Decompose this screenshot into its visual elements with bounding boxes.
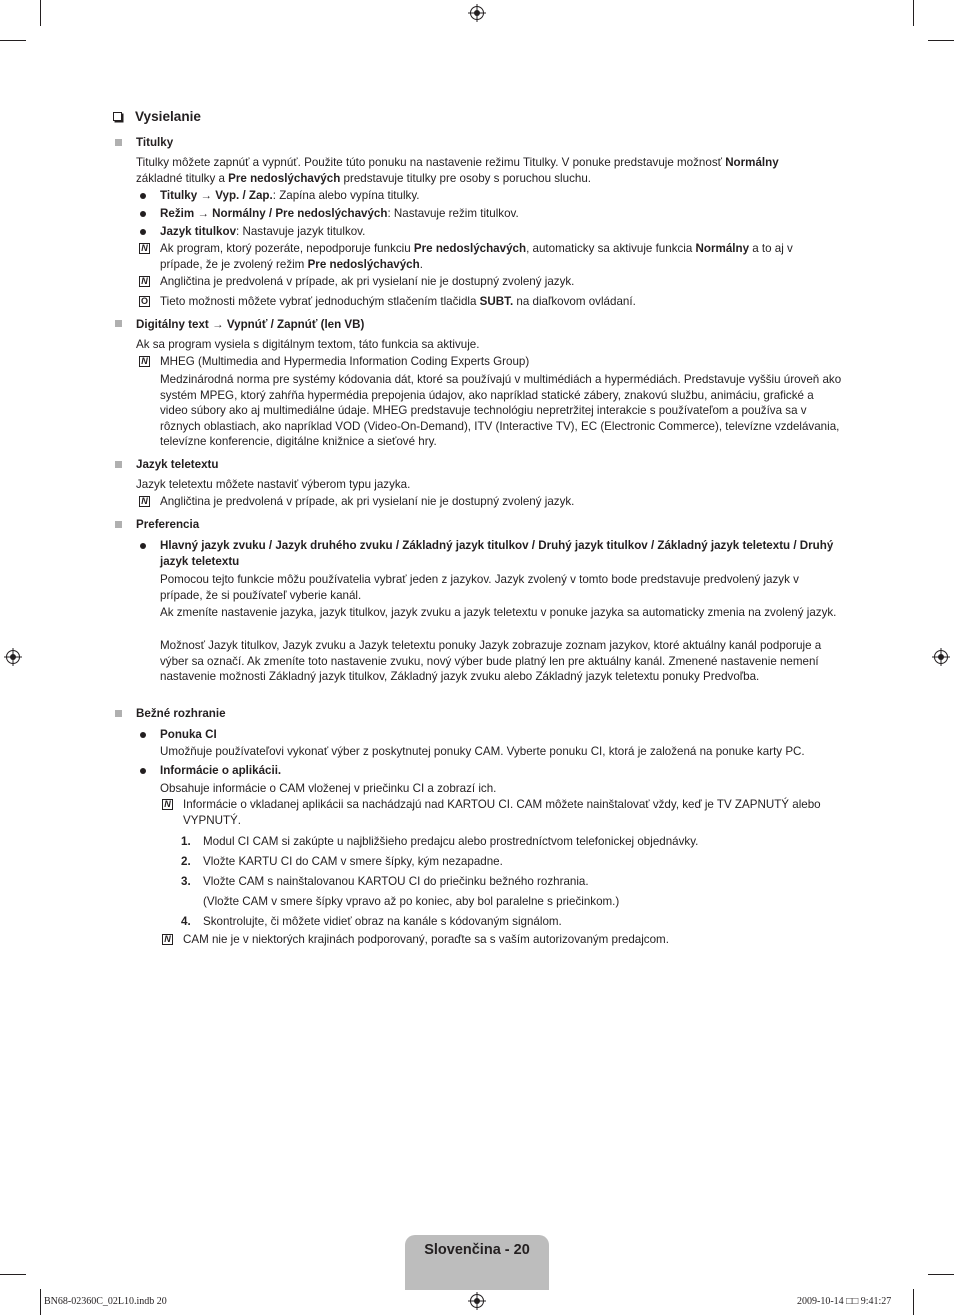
- remote-icon: O: [140, 296, 148, 306]
- crop-mark: [40, 1289, 41, 1315]
- crop-mark: [40, 0, 41, 26]
- teletext-intro: Jazyk teletextu môžete nastaviť výberom typu jazyka.: [136, 478, 411, 491]
- titulky-note-2: Angličtina je predvolená v prípade, ak pri vysielaní nie je dostupný zvolený jazyk.: [160, 275, 575, 288]
- square-bullet-icon: [115, 710, 122, 717]
- bullet-dot: [140, 229, 146, 235]
- crop-mark: [0, 40, 26, 41]
- note-icon: N: [139, 496, 150, 507]
- titulky-heading: Titulky: [136, 136, 174, 149]
- titulky-note-3: Tieto možnosti môžete vybrať jednoduchým stlačením tlačidla SUBT. na diaľkovom ovládaní.: [160, 295, 636, 308]
- registration-mark-icon: [4, 648, 22, 666]
- page-number-label: Slovenčina - 20: [424, 1242, 530, 1258]
- preferencia-para-2: Ak zmeníte nastavenie jazyka, jazyk titulkov, jazyk zvuku a jazyk teletextu v ponuke jazyka sa automaticky zmenia na zvolený jazyk.: [160, 606, 837, 619]
- digital-text-heading: Digitálny text → Vypnúť / Zapnúť (len VB): [136, 318, 365, 331]
- bullet-dot: [140, 768, 146, 774]
- preferencia-para-1: Pomocou tejto funkcie môžu používatelia vybrať jeden z jazykov. Jazyk zvolený v tomto bode predstavuje predvolený jazyk v prípade, že si používateľ vyberie kanál.: [160, 573, 799, 602]
- slug-right: 2009-10-14 □□ 9:41:27: [797, 1296, 892, 1307]
- crop-mark: [0, 1274, 26, 1275]
- bezne-bullet-2: Informácie o aplikácii.: [160, 764, 282, 777]
- square-bullet-icon: [115, 320, 122, 327]
- bezne-note-2: CAM nie je v niektorých krajinách podporovaný, poraďte sa s vaším autorizovaným predajcom.: [183, 933, 669, 946]
- step-text: Skontrolujte, či môžete vidieť obraz na kanále s kódovaným signálom.: [203, 915, 562, 928]
- preferencia-heading: Preferencia: [136, 518, 200, 531]
- note-icon: N: [139, 276, 150, 287]
- slug-left: BN68-02360C_02L10.indb 20: [44, 1296, 167, 1307]
- note-icon: N: [162, 799, 173, 810]
- crop-mark: [913, 1289, 914, 1315]
- square-bullet-icon: [115, 461, 122, 468]
- bullet-dot: [140, 193, 146, 199]
- square-bullet-icon: [115, 521, 122, 528]
- digital-text-intro: Ak sa program vysiela s digitálnym textom, táto funkcia sa aktivuje.: [136, 338, 480, 351]
- registration-mark-icon: [468, 1292, 486, 1310]
- step-text: Vložte KARTU CI do CAM v smere šípky, kým nezapadne.: [203, 855, 503, 868]
- crop-mark: [928, 1274, 954, 1275]
- titulky-bullet-2: Režim → Normálny / Pre nedoslýchavých: Nastavuje režim titulkov.: [160, 207, 519, 220]
- preferencia-para-3: Možnosť Jazyk titulkov, Jazyk zvuku a Jazyk teletextu ponuky Jazyk zobrazuje zoznam jazykov, ktoré aktuálny kanál podporuje a výber sa označí. Ak zmeníte toto nastavenie zvuku, nový výber bude platný len pre aktuálny kanál. Zmenené nastavenie nemení nastavenie možnosti Základný jazyk titulkov, Základný jazyk zvuku alebo Základný jazyk teletextu ponuky Predvoľba.: [160, 639, 822, 683]
- crop-mark: [928, 40, 954, 41]
- registration-mark-icon: [468, 4, 486, 22]
- crop-mark: [913, 0, 914, 26]
- note-icon: N: [139, 356, 150, 367]
- bullet-dot: [140, 732, 146, 738]
- bullet-dot: [140, 543, 146, 549]
- teletext-note: Angličtina je predvolená v prípade, ak pri vysielaní nie je dostupný zvolený jazyk.: [160, 495, 575, 508]
- titulky-note-1-line2: prípade, že je zvolený režim Pre nedoslýchavých.: [160, 258, 423, 271]
- note-icon: N: [139, 243, 150, 254]
- step-number: 3.: [181, 875, 191, 888]
- titulky-note-1-line1: Ak program, ktorý pozeráte, nepodporuje funkciu Pre nedoslýchavých, automaticky sa aktivuje funkcia Normálny a to aj v: [160, 242, 793, 255]
- titulky-bullet-3: Jazyk titulkov: Nastavuje jazyk titulkov.: [160, 225, 366, 238]
- bezne-heading: Bežné rozhranie: [136, 707, 226, 720]
- digital-text-paragraph: Medzinárodná norma pre systémy kódovania dát, ktoré sa používajú v multimédiách a hypermédiách. Predstavuje vyššiu úroveň ako systém MPEG, ktorý zahŕňa hypermédia prepojenia údajov, ako napríklad statické zábery, znakovú službu, animáciu, grafické a video súbory ako aj multimediálne údaje. MHEG predstavuje technológiu nepretržitej interakcie s používateľom a používa sa v rôznych oblastiach, ako napríklad VOD (Video-On-Demand), ITV (Interactive TV), EC (Electronic Commerce), televízne vzdelávania, televízne konferencie, digitálne knižnice a sieťové hry.: [160, 373, 842, 448]
- bezne-bullet-2-text: Obsahuje informácie o CAM vloženej v priečinku CI a zobrazí ich.: [160, 782, 497, 795]
- teletext-heading: Jazyk teletextu: [136, 458, 219, 471]
- section-title: Vysielanie: [135, 109, 201, 124]
- step-text: Vložte CAM s nainštalovanou KARTOU CI do priečinku bežného rozhrania.: [203, 875, 589, 888]
- step-number: 4.: [181, 915, 191, 928]
- bezne-bullet-1-text: Umožňuje používateľovi vykonať výber z poskytnutej ponuky CAM. Vyberte ponuku CI, ktorá je založená na ponuke karty PC.: [160, 745, 805, 758]
- note-icon: N: [162, 934, 173, 945]
- bezne-bullet-1: Ponuka CI: [160, 728, 217, 741]
- titulky-bullet-1: Titulky → Vyp. / Zap.: Zapína alebo vypína titulky.: [160, 189, 420, 202]
- digital-text-note: MHEG (Multimedia and Hypermedia Information Coding Experts Group): [160, 355, 530, 368]
- step-number: 1.: [181, 835, 191, 848]
- titulky-intro-line1: Titulky môžete zapnúť a vypnúť. Použite túto ponuku na nastavenie režimu Titulky. V ponuke predstavuje možnosť Normálny: [136, 156, 779, 169]
- step-text: (Vložte CAM v smere šípky vpravo až po koniec, aby bol paralelne s priečinkom.): [203, 895, 620, 908]
- square-bullet-icon: [115, 139, 122, 146]
- step-number: 2.: [181, 855, 191, 868]
- titulky-intro-line2: základné titulky a Pre nedoslýchavých predstavuje titulky pre osoby s poruchou sluchu.: [136, 172, 591, 185]
- checkbox-bullet-icon: [113, 112, 122, 121]
- bezne-note-1: Informácie o vkladanej aplikácii sa nachádzajú nad KARTOU CI. CAM môžete nainštalovať vždy, keď je TV ZAPNUTÝ alebo VYPNUTÝ.: [183, 798, 821, 827]
- registration-mark-icon: [932, 648, 950, 666]
- preferencia-bullet: Hlavný jazyk zvuku / Jazyk druhého zvuku / Základný jazyk titulkov / Druhý jazyk titulkov / Základný jazyk teletextu / Druhý jazyk teletextu: [160, 539, 834, 568]
- bullet-dot: [140, 211, 146, 217]
- step-text: Modul CI CAM si zakúpte u najbližšieho predajcu alebo prostredníctvom telefonickej objednávky.: [203, 835, 699, 848]
